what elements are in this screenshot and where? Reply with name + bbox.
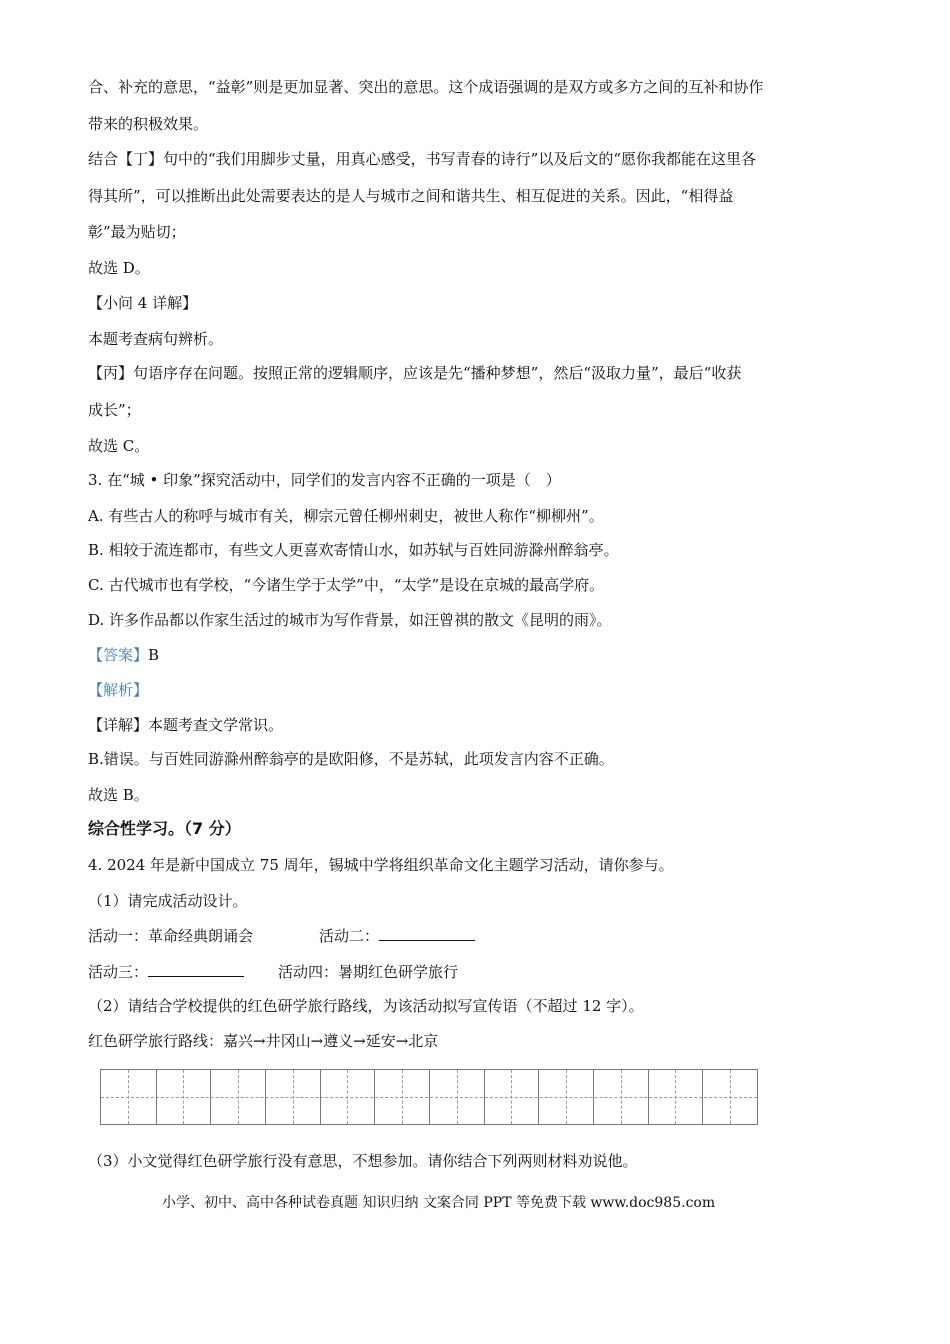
grid-cell[interactable] [593,1070,648,1124]
text-line: B.错误。与百姓同游滁州醉翁亭的是欧阳修，不是苏轼，此项发言内容不正确。 [88,750,614,768]
question-3: 3. 在“城 • 印象”探究活动中，同学们的发言内容不正确的一项是（ ） [88,471,561,489]
grid-cell-divider [402,1070,403,1124]
activity-row-2 [88,962,458,982]
grid-cell[interactable] [210,1070,265,1124]
activity-4: 活动四：暑期红色研学旅行 [278,963,459,981]
text-line: 结合【丁】句中的“我们用脚步丈量，用真心感受，书写青春的诗行”以及后文的“愿你我都能在这里各 [88,150,757,168]
activity-row-1 [88,926,475,946]
activity-2-label: 活动二： [319,927,380,945]
option-b: B. 相较于流连都市，有些文人更喜欢寄情山水，如苏轼与百姓同游滁州醉翁亭。 [88,541,619,559]
grid-cell[interactable] [374,1070,429,1124]
grid-cell-divider [293,1070,294,1124]
activity-3-label: 活动三： [88,963,149,981]
grid-cell-divider [730,1070,731,1124]
text-line: 本题考查病句辨析。 [88,330,224,348]
text-line: 得其所”，可以推断出此处需要表达的是人与城市之间和谐共生、相互促进的关系。因此，“相得益 [88,187,734,205]
text-line: （1）请完成活动设计。 [88,892,248,910]
grid-cell[interactable] [265,1070,320,1124]
text-line: 成长”； [88,401,141,419]
answer-value: B [148,646,160,664]
grid-cell[interactable] [429,1070,484,1124]
text-line: （2）请结合学校提供的红色研学旅行路线，为该活动拟写宣传语（不超过 12 字）。 [88,997,644,1015]
grid-cell[interactable] [648,1070,703,1124]
activity-1: 活动一：革命经典朗诵会 [88,927,254,945]
text-line: 合、补充的意思，“益彰”则是更加显著、突出的意思。这个成语强调的是双方或多方之间的互补和协作 [88,78,764,96]
grid-cell-divider [457,1070,458,1124]
section-heading: 综合性学习。（7 分） [88,819,241,838]
analysis-label: 【解析】 [88,681,149,699]
answer-label: 【答案】 [88,646,149,664]
activity-2-blank[interactable] [379,926,475,941]
activity-3-blank[interactable] [148,962,244,977]
sub-question-heading: 【小问 4 详解】 [88,294,198,312]
text-line: 故选 C。 [88,437,150,455]
text-line: 带来的积极效果。 [88,115,209,133]
writing-grid[interactable] [100,1069,758,1125]
text-line: 故选 B。 [88,786,149,804]
grid-cell-divider [621,1070,622,1124]
text-line: 【详解】本题考查文学常识。 [88,716,284,734]
grid-cell[interactable] [156,1070,211,1124]
grid-cell-divider [238,1070,239,1124]
option-d: D. 许多作品都以作家生活过的城市为写作背景，如汪曾祺的散文《昆明的雨》。 [88,611,612,629]
grid-cell[interactable] [320,1070,375,1124]
text-line: 彰”最为贴切； [88,223,186,241]
text-line: 故选 D。 [88,259,150,277]
grid-cell-divider [511,1070,512,1124]
answer-line [88,645,159,665]
grid-cell[interactable] [702,1070,757,1124]
text-line: （3）小文觉得红色研学旅行没有意思，不想参加。请你结合下列两则材料劝说他。 [88,1152,638,1170]
grid-cell[interactable] [484,1070,539,1124]
option-a: A. 有些古人的称呼与城市有关，柳宗元曾任柳州刺史，被世人称作“柳柳州”。 [88,507,604,525]
grid-cell-divider [128,1070,129,1124]
grid-cell-divider [347,1070,348,1124]
grid-cell[interactable] [101,1070,156,1124]
grid-cell-divider [566,1070,567,1124]
route-line: 红色研学旅行路线：嘉兴→井冈山→遵义→延安→北京 [88,1032,439,1050]
grid-cell-divider [675,1070,676,1124]
grid-cell[interactable] [538,1070,593,1124]
option-c: C. 古代城市也有学校，“今诸生学于太学”中，“太学”是设在京城的最高学府。 [88,576,605,594]
text-line: 【丙】句语序存在问题。按照正常的逻辑顺序，应该是先“播种梦想”，然后“汲取力量”，最后“收获 [88,364,742,382]
grid-cell-divider [183,1070,184,1124]
question-4: 4. 2024 年是新中国成立 75 周年，锡城中学将组织革命文化主题学习活动，请你参与。 [88,856,674,874]
footer: 小学、初中、高中各种试卷真题 知识归纳 文案合同 PPT 等免费下载 www.doc985.com [162,1195,716,1211]
